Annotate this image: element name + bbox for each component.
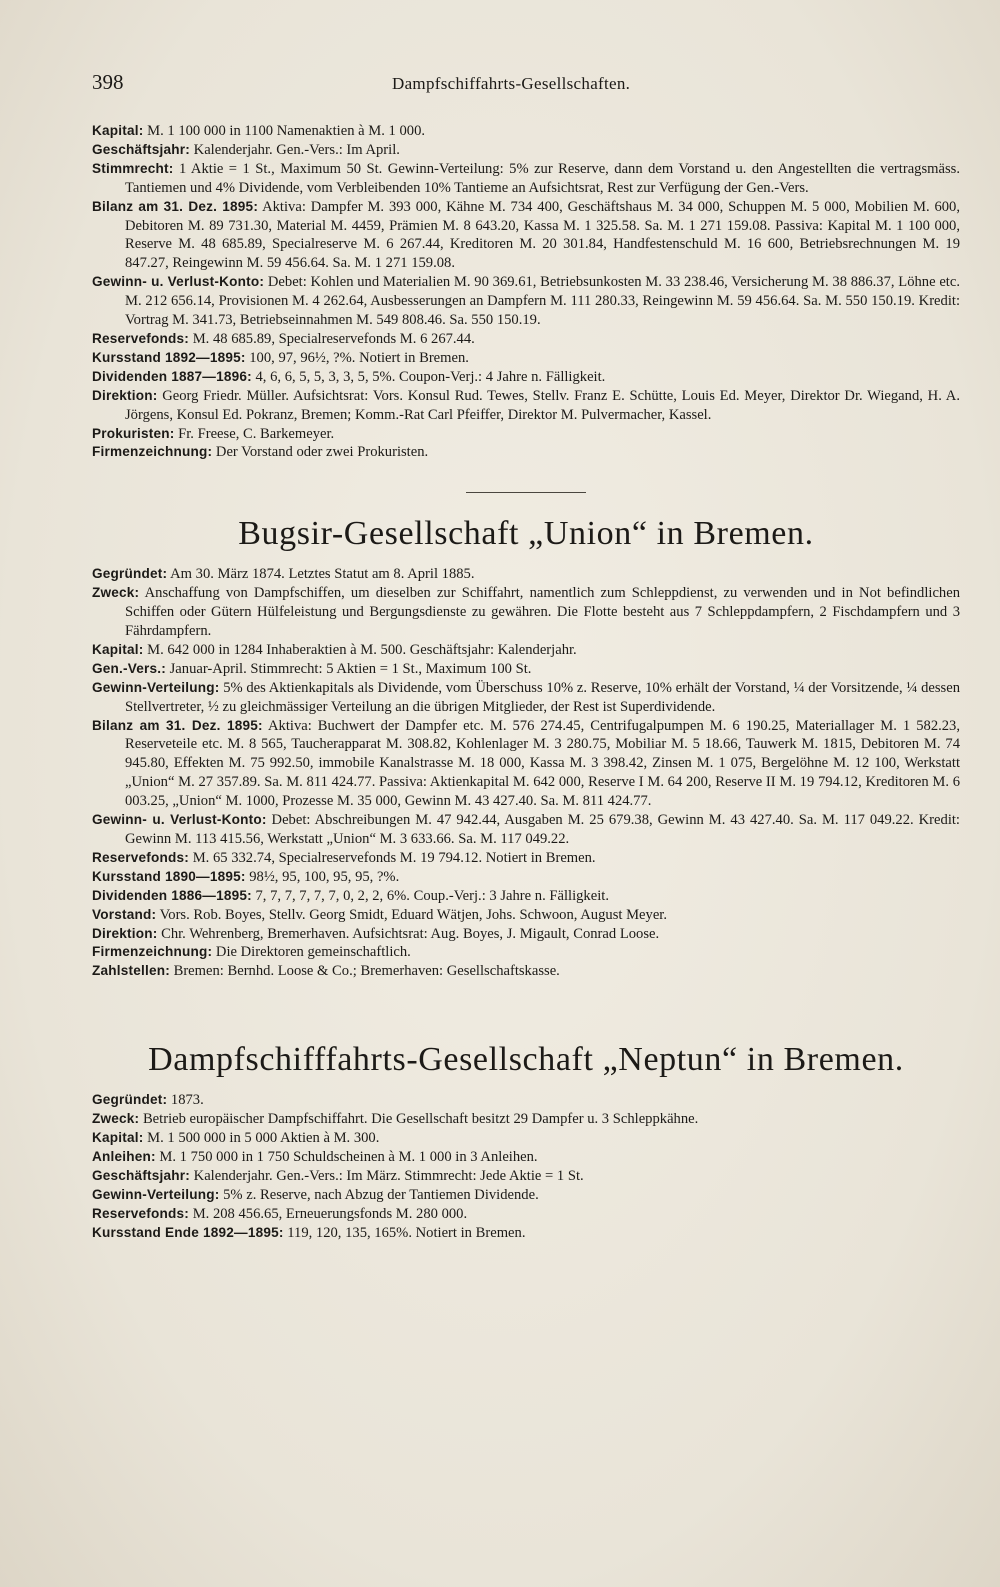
- company-section-neptun: [92, 1041, 960, 1242]
- company-section-union: [92, 515, 960, 981]
- section-divider: [92, 492, 960, 493]
- entry-zahlstellen: Zahlstellen: Bremen: Bernhd. Loose & Co.; Bremerhaven: Gesellschaftskasse.: [92, 963, 560, 980]
- entry-gewinn-verteilung: Gewinn-Verteilung: 5% des Aktienkapitals als Dividende, vom Überschuss 10% z. Reserve, 10% erhält der Vorstand, ¼ der Vorsitzende, ¼ dessen Stellvertreter, ½ zu gleichmässiger Verteilung an die übrigen Mitglieder, der Rest ist Superdividende.: [92, 679, 960, 715]
- entry-firmenzeichnung: Firmenzeichnung: Die Direktoren gemeinschaftlich.: [92, 944, 411, 961]
- entry-reservefonds: Reservefonds: M. 48 685.89, Specialreservefonds M. 6 267.44.: [92, 330, 475, 347]
- entry-kursstand: Kursstand 1892—1895: 100, 97, 96½, ?%. Notiert in Bremen.: [92, 349, 469, 366]
- company-title-neptun: Dampfschifffahrts-Gesellschaft „Neptun“ in Bremen.: [148, 1041, 904, 1079]
- entry-gewinn-verteilung: Gewinn-Verteilung: 5% z. Reserve, nach Abzug der Tantiemen Dividende.: [92, 1186, 539, 1203]
- entry-geschaeftsjahr: Geschäftsjahr: Kalenderjahr. Gen.-Vers.: Im März. Stimmrecht: Jede Aktie = 1 St.: [92, 1167, 584, 1184]
- running-title: Dampfschiffahrts-Gesellschaften.: [392, 74, 631, 93]
- entry-kapital: Kapital: M. 1 500 000 in 5 000 Aktien à M. 300.: [92, 1130, 380, 1147]
- divider-line: [466, 492, 586, 493]
- entry-zweck: Zweck: Betrieb europäischer Dampfschiffahrt. Die Gesellschaft besitzt 29 Dampfer u. 3 Schleppkähne.: [92, 1111, 699, 1128]
- company-title-union: Bugsir-Gesellschaft „Union“ in Bremen.: [238, 515, 814, 553]
- entry-zweck: Zweck: Anschaffung von Dampfschiffen, um dieselben zur Schiffahrt, namentlich zum Schleppdienst, zu verwenden und in Not befindlichen Schiffen oder Gütern Hülfeleistung und Bergungsdienste zu gewähren. Die Flotte besteht aus 7 Schleppdampfern, 2 Fischdampfern und 3 Fährdampfern.: [92, 585, 960, 640]
- entry-gegruendet: Gegründet: 1873.: [92, 1092, 204, 1109]
- entry-kursstand: Kursstand 1890—1895: 98½, 95, 100, 95, 95, ?%.: [92, 868, 400, 885]
- entry-kapital: Kapital: M. 1 100 000 in 1100 Namenaktien à M. 1 000.: [92, 123, 426, 139]
- entry-dividenden: Dividenden 1887—1896: 4, 6, 6, 5, 5, 3, 3, 5, 5%. Coupon-Verj.: 4 Jahre n. Fälligkeit.: [92, 368, 606, 385]
- entry-gewinn-verlust: Gewinn- u. Verlust-Konto: Debet: Kohlen und Materialien M. 90 369.61, Betriebsunkosten M. 33 238.46, Versicherung M. 38 886.37, Löhne etc. M. 212 656.14, Provisionen M. 4 262.64, Ausbesserungen an Dampfern M. 111 280.33, Reingewinn M. 59 456.64. Sa. M. 550 150.19. Kredit: Vortrag M. 341.73, Betriebseinnahmen M. 549 808.46. Sa. 550 150.19.: [92, 274, 960, 329]
- entry-bilanz: Bilanz am 31. Dez. 1895: Aktiva: Buchwert der Dampfer etc. M. 576 274.45, Centrifugalpumpen M. 6 190.25, Materiallager M. 1 582.23, Reserveteile etc. M. 8 565, Taucherapparat M. 308.82, Kohlenlager M. 3 280.75, Mobiliar M. 5 18.66, Tauwerk M. 1815, Debitoren M. 74 945.80, Effekten M. 75 992.50, immobile Kanalstrasse M. 18 000, Kassa M. 3 398.42, Zinsen M. 1 075, Bergelöhne M. 12 100, Werkstatt „Union“ M. 27 357.89. Sa. M. 811 424.77. Passiva: Aktienkapital M. 642 000, Reserve I M. 64 200, Reserve II M. 19 794.12, Kreditoren M. 6 003.25, „Union“ M. 1000, Prozesse M. 35 000, Gewinn M. 43 427.40. Sa. M. 811 424.77.: [92, 717, 961, 810]
- entry-gegruendet: Gegründet: Am 30. März 1874. Letztes Statut am 8. April 1885.: [92, 566, 475, 583]
- entry-gewinn-verlust: Gewinn- u. Verlust-Konto: Debet: Abschreibungen M. 47 942.44, Ausgaben M. 25 679.38, Gewinn M. 43 427.40. Sa. M. 117 049.22. Kredit: Gewinn M. 113 415.56, Werkstatt „Union“ M. 3 633.66. Sa. M. 117 049.22.: [92, 812, 960, 847]
- entry-geschaeftsjahr: Geschäftsjahr: Kalenderjahr. Gen.-Vers.: Im April.: [92, 141, 400, 158]
- entry-reservefonds: Reservefonds: M. 65 332.74, Specialreservefonds M. 19 794.12. Notiert in Bremen.: [92, 849, 596, 866]
- entry-gen-vers: Gen.-Vers.: Januar-April. Stimmrecht: 5 Aktien = 1 St., Maximum 100 St.: [92, 660, 532, 677]
- entry-dividenden: Dividenden 1886—1895: 7, 7, 7, 7, 7, 7, 0, 2, 2, 6%. Coup.-Verj.: 3 Jahre n. Fälligkeit.: [92, 887, 609, 904]
- entry-vorstand: Vorstand: Vors. Rob. Boyes, Stellv. Georg Smidt, Eduard Wätjen, Johs. Schwoon, August Meyer.: [92, 906, 668, 923]
- entry-kapital: Kapital: M. 642 000 in 1284 Inhaberaktien à M. 500. Geschäftsjahr: Kalenderjahr.: [92, 641, 577, 658]
- entry-bilanz: Bilanz am 31. Dez. 1895: Aktiva: Dampfer M. 393 000, Kähne M. 734 400, Geschäftshaus M. 34 000, Schuppen M. 5 000, Mobilien M. 600, Debitoren M. 89 731.30, Material M. 4459, Prämien M. 8 643.20, Kassa M. 1 325.58. Sa. M. 1 271 159.08. Passiva: Kapital M. 1 100 000, Reserve M. 48 685.89, Specialreserve M. 6 267.44, Kreditoren M. 20 301.84, Handfestenschuld M. 16 600, Betriebsrechnungen M. 19 847.27, Reingewinn M. 59 456.64. Sa. M. 1 271 159.08.: [92, 198, 960, 272]
- entry-anleihen: Anleihen: M. 1 750 000 in 1 750 Schuldscheinen à M. 1 000 in 3 Anleihen.: [92, 1148, 538, 1165]
- entry-stimmrecht: Stimmrecht: 1 Aktie = 1 St., Maximum 50 St. Gewinn-Verteilung: 5% zur Reserve, dann dem Vorstand u. den Angestellten die vertragsmäss. Tantiemen und 4% Dividende, vom Verbleibenden 10% Tantieme an Aufsichtsrat, Rest zur Verfügung der Gen.-Vers.: [92, 160, 960, 196]
- page-number: 398: [92, 70, 124, 94]
- entry-firmenzeichnung: Firmenzeichnung: Der Vorstand oder zwei Prokuristen.: [92, 444, 429, 461]
- page-header: [92, 70, 960, 110]
- entry-kursstand: Kursstand Ende 1892—1895: 119, 120, 135, 165%. Notiert in Bremen.: [92, 1224, 526, 1241]
- entry-direktion: Direktion: Chr. Wehrenberg, Bremerhaven. Aufsichtsrat: Aug. Boyes, J. Migault, Conrad Loose.: [92, 925, 660, 942]
- company-section-continued: [92, 122, 960, 462]
- entry-prokuristen: Prokuristen: Fr. Freese, C. Barkemeyer.: [92, 425, 335, 442]
- entry-direktion: Direktion: Georg Friedr. Müller. Aufsichtsrat: Vors. Konsul Rud. Tewes, Stellv. Franz E. Schütte, Louis Ed. Meyer, Direktor Dr. Wiegand, H. A. Jörgens, Konsul Ed. Pokranz, Bremen; Komm.-Rat Carl Pfeiffer, Direktor M. Pulvermacher, Kassel.: [92, 387, 960, 423]
- entry-reservefonds: Reservefonds: M. 208 456.65, Erneuerungsfonds M. 280 000.: [92, 1205, 468, 1222]
